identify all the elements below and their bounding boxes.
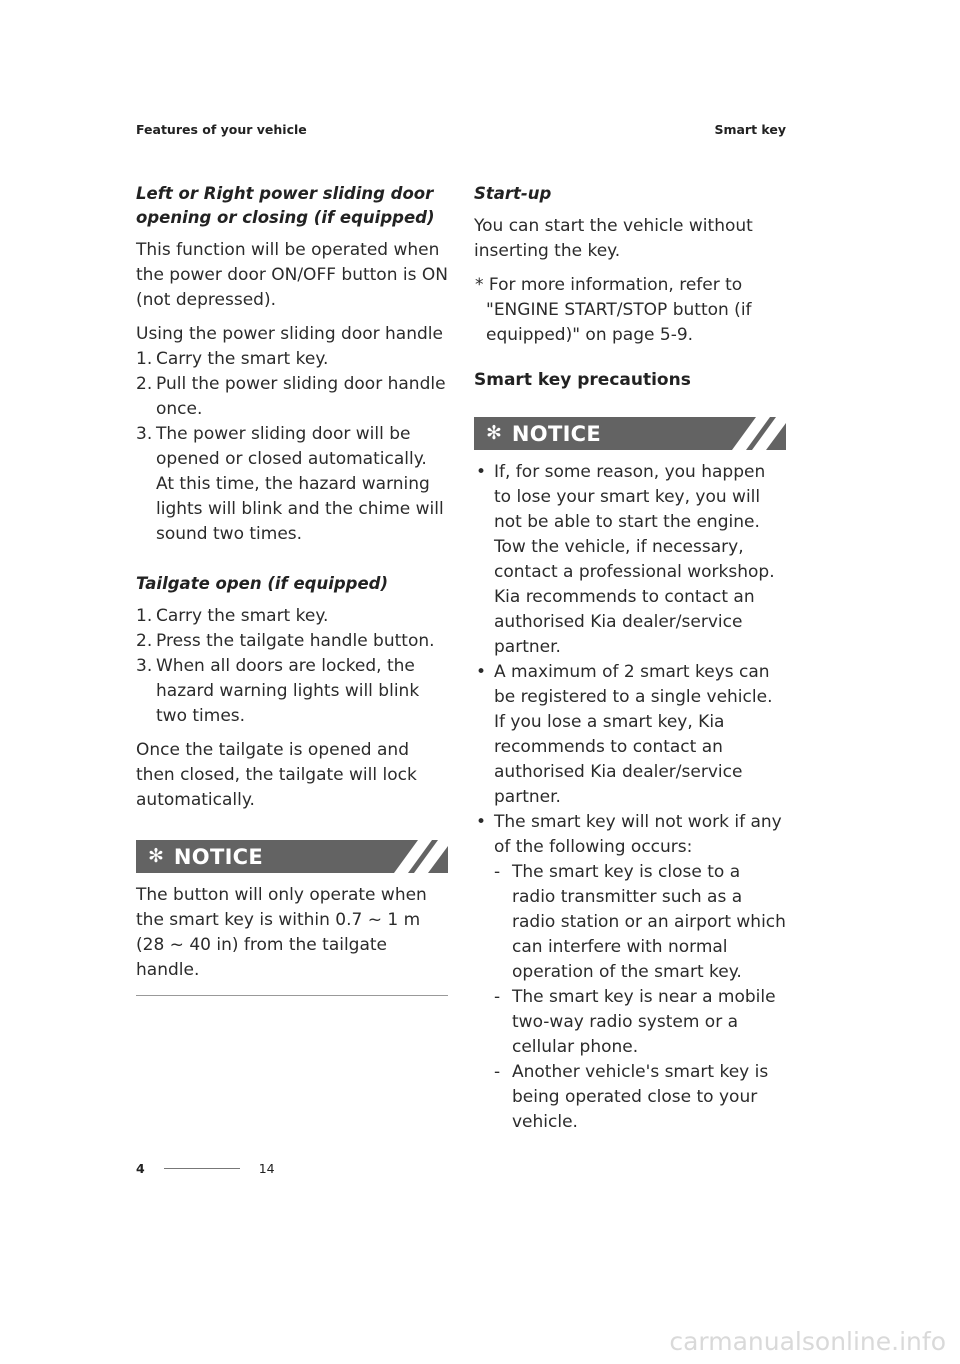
list-item: 1. Carry the smart key.	[136, 349, 329, 369]
paragraph: Using the power sliding door handle	[136, 324, 443, 344]
running-header-topic: Smart key	[714, 122, 786, 137]
page-footer	[136, 1161, 275, 1176]
list-item: • A maximum of 2 smart keys can be registered to a single vehicle. If you lose a smart key, Kia recommends to contact an authorised Kia dealer/service partner.	[476, 662, 773, 807]
paragraph: Once the tailgate is opened and then closed, the tailgate will lock automatically.	[136, 740, 417, 810]
chapter-number: 4	[136, 1161, 145, 1176]
notice-banner	[136, 840, 448, 873]
notice-title: NOTICE	[511, 421, 602, 446]
page-number: 14	[258, 1161, 275, 1176]
reference-note: * For more information, refer to "ENGINE START/STOP button (if equipped)" on page 5-9.	[475, 275, 752, 345]
sub-list-item: - Another vehicle's smart key is being operated close to your vehicle.	[494, 1062, 769, 1132]
notice-text: The button will only operate when the smart key is within 0.7 ~ 1 m (28 ~ 40 in) from the tailgate handle.	[136, 885, 427, 980]
footer-rule	[164, 1168, 240, 1169]
list-item: 2. Pull the power sliding door handle once.	[136, 374, 446, 419]
running-header-section: Features of your vehicle	[136, 122, 307, 137]
list-item: • If, for some reason, you happen to lose your smart key, you will not be able to start the engine. Tow the vehicle, if necessary, contact a professional workshop. Kia recommends to contact an authorised Kia dealer/service partner.	[476, 462, 775, 657]
subheading-power-sliding-door: Left or Right power sliding door opening or closing (if equipped)	[136, 184, 435, 227]
notice-star-icon: ✻	[486, 422, 502, 444]
divider	[136, 995, 448, 996]
subheading-start-up: Start-up	[474, 184, 552, 203]
heading-smart-key-precautions: Smart key precautions	[474, 370, 691, 390]
subheading-tailgate-open: Tailgate open (if equipped)	[136, 574, 389, 593]
paragraph: You can start the vehicle without inserting the key.	[474, 216, 753, 261]
left-column	[136, 182, 448, 996]
list-item: 3. When all doors are locked, the hazard warning lights will blink two times.	[136, 656, 420, 726]
list-item: 2. Press the tailgate handle button.	[136, 631, 435, 651]
notice-banner	[474, 417, 786, 450]
notice-stripes-icon	[726, 417, 786, 450]
watermark: carmanualsonline.info	[669, 1327, 946, 1356]
sub-list-item: - The smart key is near a mobile two-way radio system or a cellular phone.	[494, 987, 776, 1057]
notice-stripes-icon	[388, 840, 448, 873]
list-item: 1. Carry the smart key.	[136, 606, 329, 626]
notice-title: NOTICE	[173, 844, 264, 869]
list-item: • The smart key will not work if any of the following occurs:	[476, 812, 782, 857]
list-item: 3. The power sliding door will be opened or closed automatically. At this time, the hazard warning lights will blink and the chime will sound two times.	[136, 424, 444, 544]
notice-star-icon: ✻	[148, 845, 164, 867]
paragraph: This function will be operated when the power door ON/OFF button is ON (not depressed).	[136, 240, 448, 310]
bullet-list	[474, 460, 786, 1135]
steps-list	[136, 347, 448, 547]
sub-list-item: - The smart key is close to a radio transmitter such as a radio station or an airport which can interfere with normal operation of the smart key.	[494, 862, 786, 982]
steps-list	[136, 604, 448, 729]
right-column	[474, 182, 786, 1135]
